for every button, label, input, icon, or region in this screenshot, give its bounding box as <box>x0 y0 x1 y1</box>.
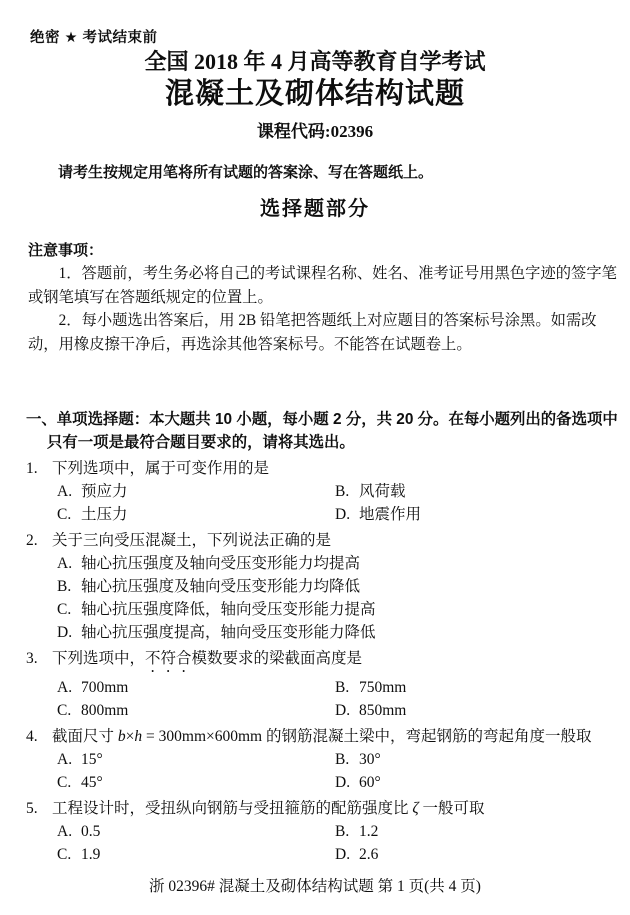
question-stem-emphasized: 不符合 <box>145 650 192 667</box>
question-number: 2. <box>26 532 38 549</box>
question-2-text <box>26 529 622 552</box>
option-c <box>57 503 335 526</box>
option-text: 850mm <box>359 702 407 719</box>
mcq-section-heading: 一、单项选择题：本大题共 10 小题，每小题 2 分，共 20 分。在每小题列出的备选项中只有一项是最符合题目要求的，请将其选出。 <box>26 411 618 451</box>
math-variable-b: b <box>117 728 126 745</box>
question-stem: 关于三向受压混凝土，下列说法正确的是 <box>52 532 332 549</box>
question-2-options <box>57 552 622 644</box>
question-3-options <box>57 676 622 722</box>
option-text: 轴心抗压强度及轴向受压变形能力均提高 <box>81 555 361 572</box>
question-number: 3. <box>26 650 38 667</box>
option-label: B. <box>57 578 72 595</box>
question-3-text <box>26 647 622 676</box>
question-stem: 一般可取 <box>418 800 485 817</box>
exam-session-title: 全国 2018 年 4 月高等教育自学考试 <box>144 49 486 74</box>
option-text: 800mm <box>81 702 129 719</box>
question-1-options <box>57 480 622 526</box>
question-stem: 工程设计时，受扭纵向钢筋与受扭箍筋的配筋强度比 <box>52 800 413 817</box>
option-d <box>335 843 378 866</box>
question-number: 5. <box>26 800 38 817</box>
exam-paper-title: 混凝土及砌体结构试题 <box>164 78 465 110</box>
course-code: 课程代码:02396 <box>256 122 374 141</box>
option-text: 750mm <box>359 679 407 696</box>
question-2 <box>26 529 622 644</box>
question-stem: 下列选项中， <box>52 650 146 667</box>
option-a <box>57 552 622 575</box>
notice-paragraph-1: 1．答题前，考生务必将自己的考试课程名称、姓名、准考证号用黑色字迹的签字笔或钢笔填写在答题纸规定的位置上。 <box>28 265 617 306</box>
option-label: B. <box>335 823 350 840</box>
option-label: D. <box>335 702 351 719</box>
option-d <box>335 503 421 526</box>
mcq-section <box>26 408 622 866</box>
question-4-text <box>26 725 622 748</box>
option-b <box>335 820 378 843</box>
question-5-options <box>57 820 622 866</box>
option-text: 轴心抗压强度提高，轴向受压变形能力降低 <box>81 624 376 641</box>
option-label: D. <box>335 774 351 791</box>
question-number: 1. <box>26 460 38 477</box>
notice-list <box>28 262 624 356</box>
option-label: B. <box>335 751 350 768</box>
question-5-text <box>26 797 622 820</box>
option-c <box>57 843 335 866</box>
option-label: C. <box>57 774 72 791</box>
math-variable-h: h <box>134 728 143 745</box>
option-text: 45° <box>81 774 103 791</box>
option-a <box>57 748 335 771</box>
option-b <box>57 575 622 598</box>
option-text: 15° <box>81 751 103 768</box>
option-text: 1.9 <box>81 846 101 863</box>
math-variable-zeta: ζ <box>412 800 419 817</box>
option-text: 风荷载 <box>359 483 406 500</box>
option-a <box>57 480 335 503</box>
option-b <box>335 676 406 699</box>
option-label: A. <box>57 823 73 840</box>
option-label: B. <box>335 483 350 500</box>
option-text: 700mm <box>81 679 129 696</box>
question-5 <box>26 797 622 866</box>
option-text: 30° <box>359 751 381 768</box>
option-label: A. <box>57 751 73 768</box>
math-operator: × <box>125 728 135 745</box>
option-a <box>57 676 335 699</box>
option-text: 土压力 <box>81 506 128 523</box>
option-text: 轴心抗压强度降低，轴向受压变形能力提高 <box>81 601 376 618</box>
option-label: C. <box>57 702 72 719</box>
option-label: A. <box>57 555 73 572</box>
option-text: 1.2 <box>359 823 379 840</box>
option-c <box>57 699 335 722</box>
option-text: 地震作用 <box>359 506 422 523</box>
option-text: 2.6 <box>359 846 379 863</box>
option-label: D. <box>57 624 73 641</box>
option-label: A. <box>57 483 73 500</box>
option-a <box>57 820 335 843</box>
option-c <box>57 598 622 621</box>
option-label: C. <box>57 506 72 523</box>
notice-heading: 注意事项： <box>28 242 104 259</box>
option-text: 预应力 <box>81 483 128 500</box>
question-stem: 截面尺寸 <box>52 728 118 745</box>
option-label: D. <box>335 846 351 863</box>
option-c <box>57 771 335 794</box>
question-stem: 模数要求的梁截面高度是 <box>191 650 363 667</box>
question-stem: 下列选项中，属于可变作用的是 <box>52 460 270 477</box>
option-label: C. <box>57 601 72 618</box>
page-footer: 浙 02396# 混凝土及砌体结构试题 第 1 页(共 4 页) <box>149 878 481 895</box>
question-4 <box>26 725 622 794</box>
option-text: 60° <box>359 774 381 791</box>
question-3 <box>26 647 622 722</box>
paper-header <box>0 0 630 142</box>
security-banner: 绝密 ★ 考试结束前 <box>30 30 158 46</box>
question-1-text <box>26 457 622 480</box>
question-4-options <box>57 748 622 794</box>
option-d <box>335 699 406 722</box>
question-stem: = 300mm×600mm 的钢筋混凝土梁中，弯起钢筋的弯起角度一般取 <box>142 728 592 745</box>
option-b <box>335 748 381 771</box>
option-label: A. <box>57 679 73 696</box>
instruction-note: 请考生按规定用笔将所有试题的答案涂、写在答题纸上。 <box>58 164 434 181</box>
option-text: 轴心抗压强度及轴向受压变形能力均降低 <box>81 578 361 595</box>
option-label: C. <box>57 846 72 863</box>
notice-paragraph-2: 2．每小题选出答案后，用 2B 铅笔把答题纸上对应题目的答案标号涂黑。如需改动，用橡皮擦干净后，再选涂其他答案标号。不能答在试题卷上。 <box>28 312 597 353</box>
option-d <box>335 771 381 794</box>
option-label: D. <box>335 506 351 523</box>
option-text: 0.5 <box>81 823 101 840</box>
question-1 <box>26 457 622 526</box>
part-heading: 选择题部分 <box>260 198 370 220</box>
option-b <box>335 480 421 503</box>
question-number: 4. <box>26 728 38 745</box>
option-d <box>57 621 622 644</box>
option-label: B. <box>335 679 350 696</box>
